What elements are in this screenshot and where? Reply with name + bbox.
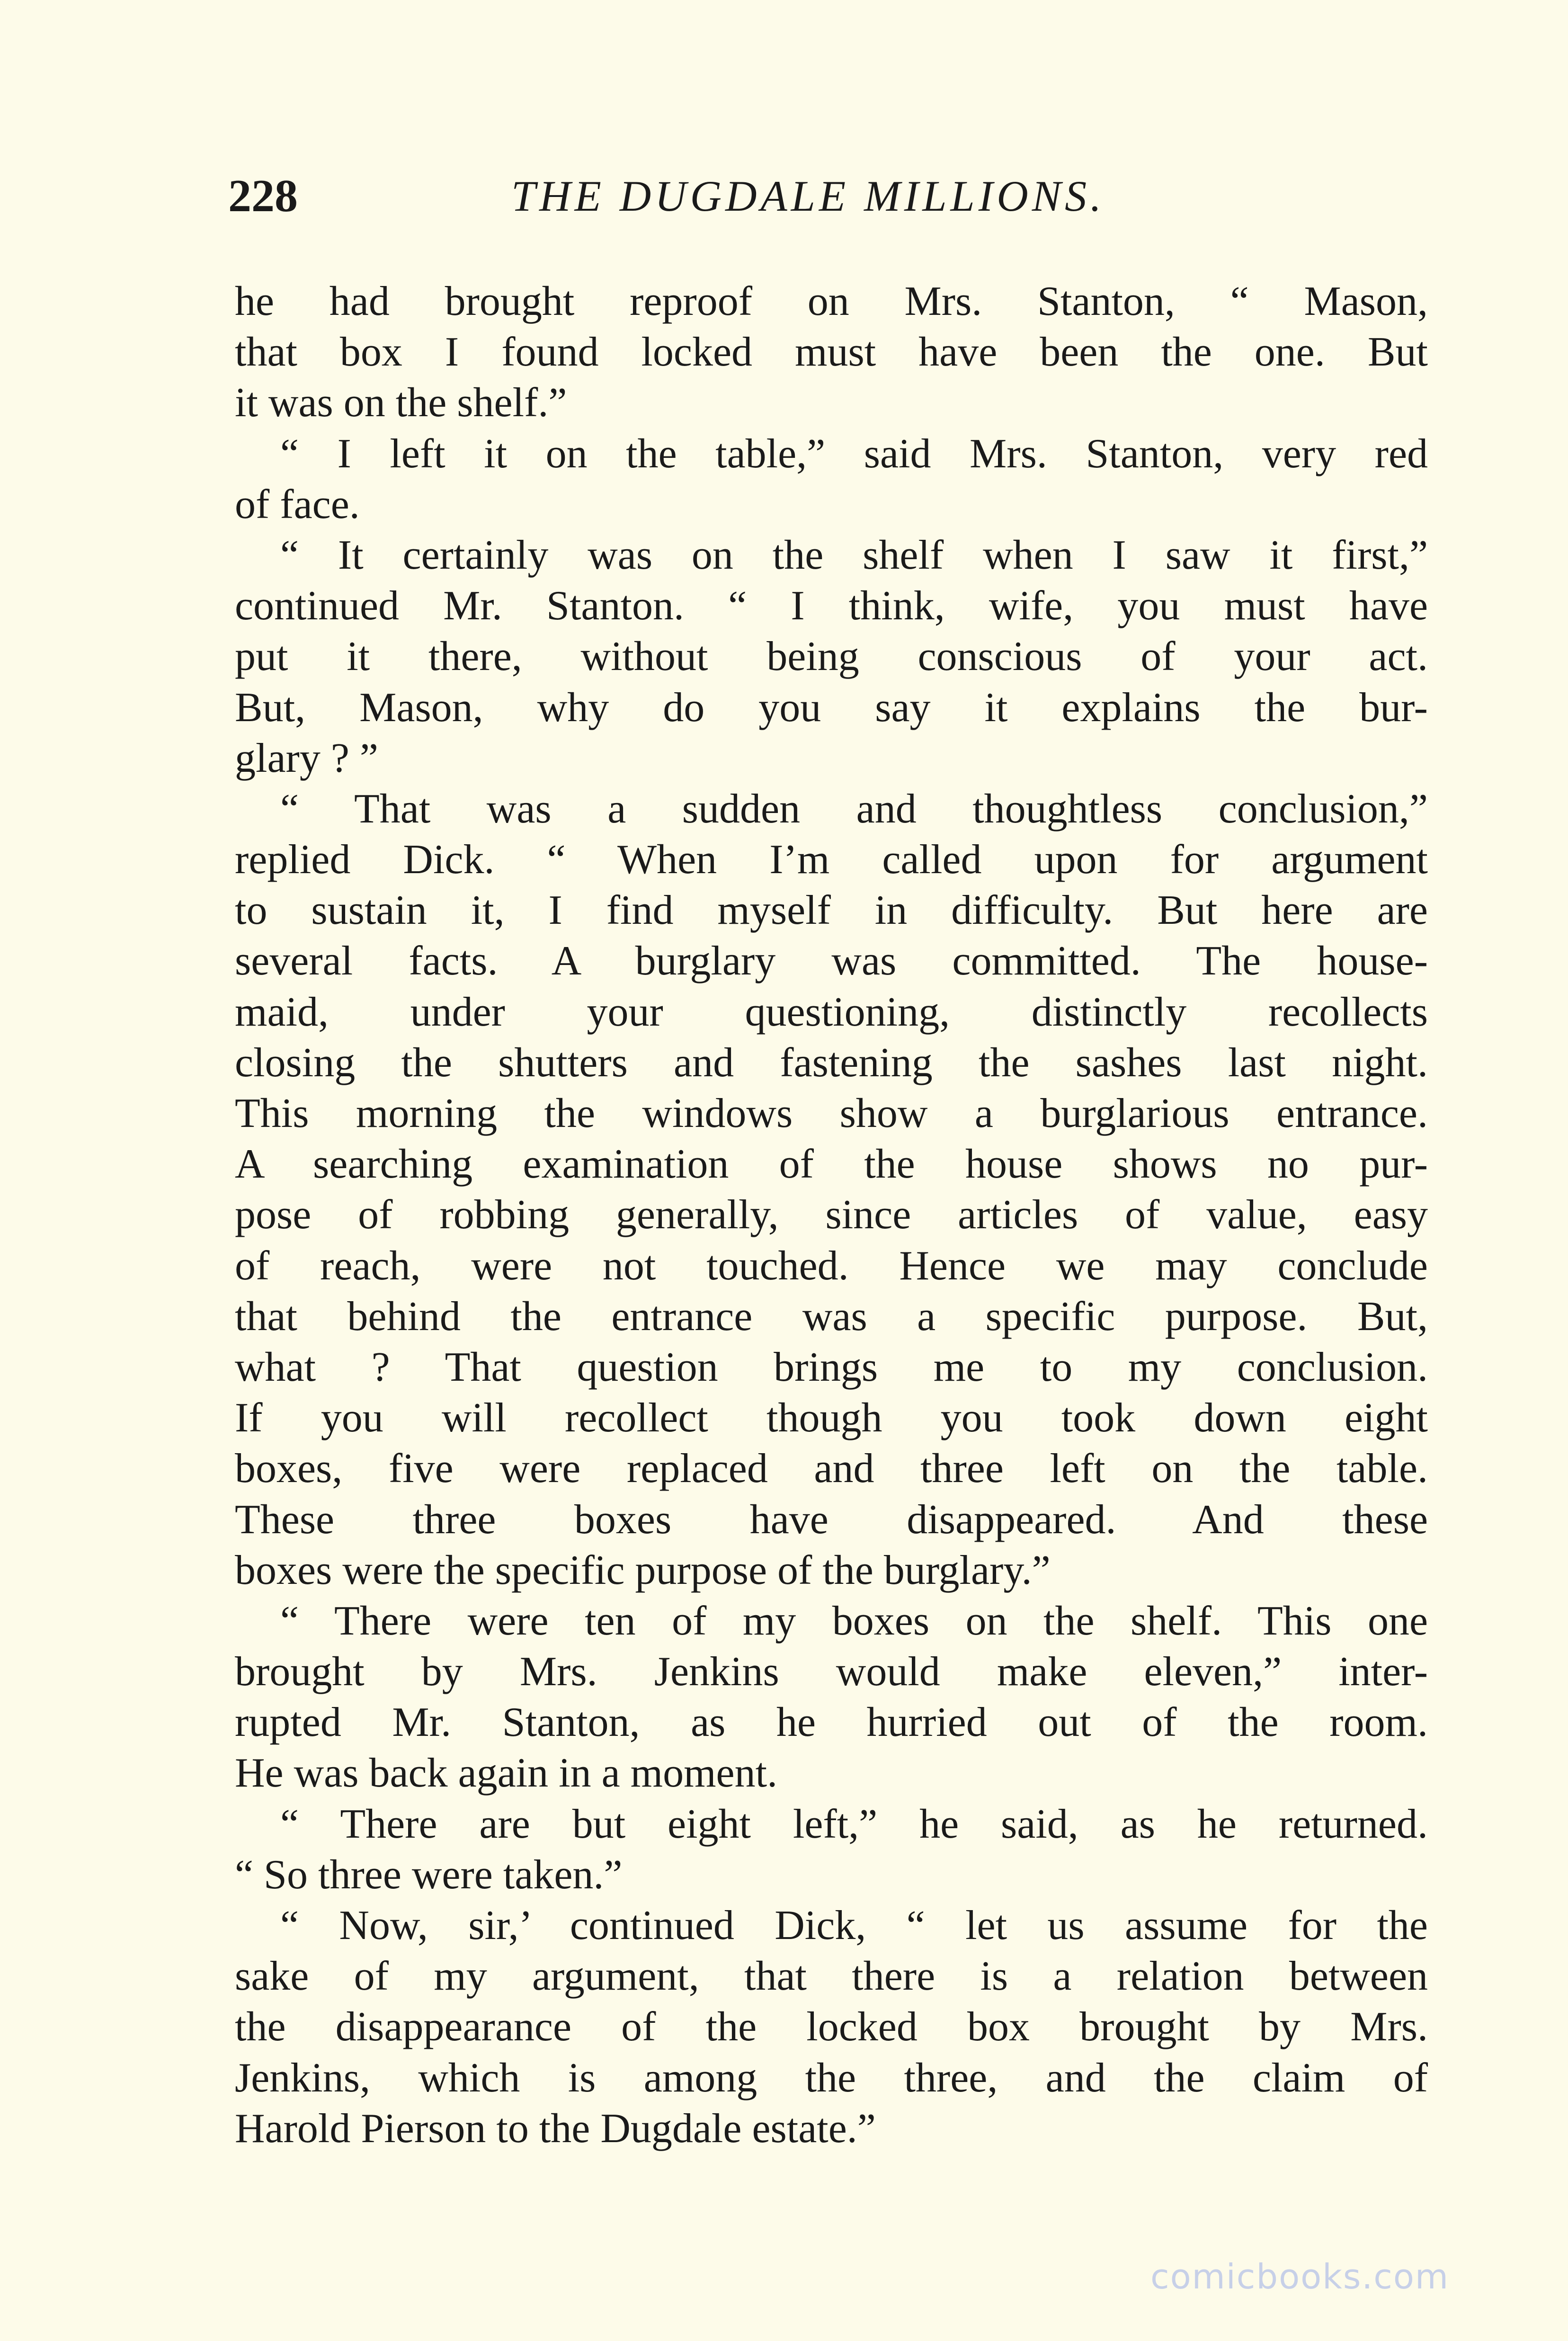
text-line: several facts. A burglary was committed. The house- bbox=[235, 938, 1428, 984]
text-line: He was back again in a moment. bbox=[235, 1750, 778, 1796]
text-line: it was on the shelf.” bbox=[235, 380, 567, 426]
text-line: what ? That question brings me to my conclusion. bbox=[235, 1344, 1428, 1390]
text-line: This morning the windows show a burglarious entrance. bbox=[235, 1090, 1428, 1136]
text-line: “ It certainly was on the shelf when I saw it first,” bbox=[280, 532, 1428, 578]
text-line: of reach, were not touched. Hence we may conclude bbox=[235, 1242, 1428, 1289]
text-line: maid, under your questioning, distinctly recollects bbox=[235, 989, 1428, 1035]
text-line: “ Now, sir,’ continued Dick, “ let us assume for the bbox=[280, 1903, 1428, 1948]
running-title: THE DUGDALE MILLIONS. bbox=[511, 172, 1105, 220]
text-line: closing the shutters and fastening the sashes last night. bbox=[235, 1039, 1428, 1086]
text-line: continued Mr. Stanton. “ I think, wife, you must have bbox=[235, 583, 1428, 629]
text-line: to sustain it, I find myself in difficulty. But here are bbox=[235, 887, 1428, 934]
text-line: Harold Pierson to the Dugdale estate.” bbox=[235, 2105, 876, 2152]
text-line: that behind the entrance was a specific purpose. But, bbox=[235, 1293, 1428, 1340]
text-line: “ There were ten of my boxes on the shelf. This one bbox=[280, 1598, 1428, 1644]
text-line: put it there, without being conscious of your act. bbox=[235, 634, 1428, 680]
text-line: boxes were the specific purpose of the burglary.” bbox=[235, 1547, 1051, 1593]
text-line: “ I left it on the table,” said Mrs. Stanton, very red bbox=[280, 430, 1428, 477]
text-line: These three boxes have disappeared. And these bbox=[235, 1496, 1428, 1543]
text-line: boxes, five were replaced and three left on the table. bbox=[235, 1446, 1428, 1492]
site-watermark: comicbooks.com bbox=[1150, 2257, 1450, 2296]
text-line: glary ? ” bbox=[235, 735, 378, 781]
text-line: he had brought reproof on Mrs. Stanton, “ Mason, bbox=[235, 278, 1428, 324]
text-line: “ That was a sudden and thoughtless conclusion,” bbox=[280, 786, 1428, 832]
text-line: sake of my argument, that there is a relation between bbox=[235, 1953, 1428, 2000]
text-line: A searching examination of the house shows no pur- bbox=[235, 1141, 1428, 1188]
text-line: “ There are but eight left,” he said, as he returned. bbox=[280, 1801, 1428, 1847]
text-line: that box I found locked must have been the one. But bbox=[235, 329, 1428, 375]
text-line: rupted Mr. Stanton, as he hurried out of the room. bbox=[235, 1699, 1428, 1746]
text-line: Jenkins, which is among the three, and the claim of bbox=[235, 2055, 1428, 2101]
text-line: the disappearance of the locked box brought by Mrs. bbox=[235, 2004, 1428, 2050]
text-line: of face. bbox=[235, 481, 360, 527]
text-line: brought by Mrs. Jenkins would make eleven,” inter- bbox=[235, 1649, 1428, 1695]
text-line: But, Mason, why do you say it explains the bur- bbox=[235, 684, 1428, 731]
text-line: replied Dick. “ When I’m called upon for argument bbox=[235, 837, 1428, 883]
text-line: “ So three were taken.” bbox=[235, 1851, 623, 1898]
text-line: If you will recollect though you took down eight bbox=[235, 1395, 1428, 1441]
body-text bbox=[235, 276, 1428, 2154]
text-line: pose of robbing generally, since articles of value, easy bbox=[235, 1192, 1428, 1238]
page-number: 228 bbox=[228, 170, 298, 222]
